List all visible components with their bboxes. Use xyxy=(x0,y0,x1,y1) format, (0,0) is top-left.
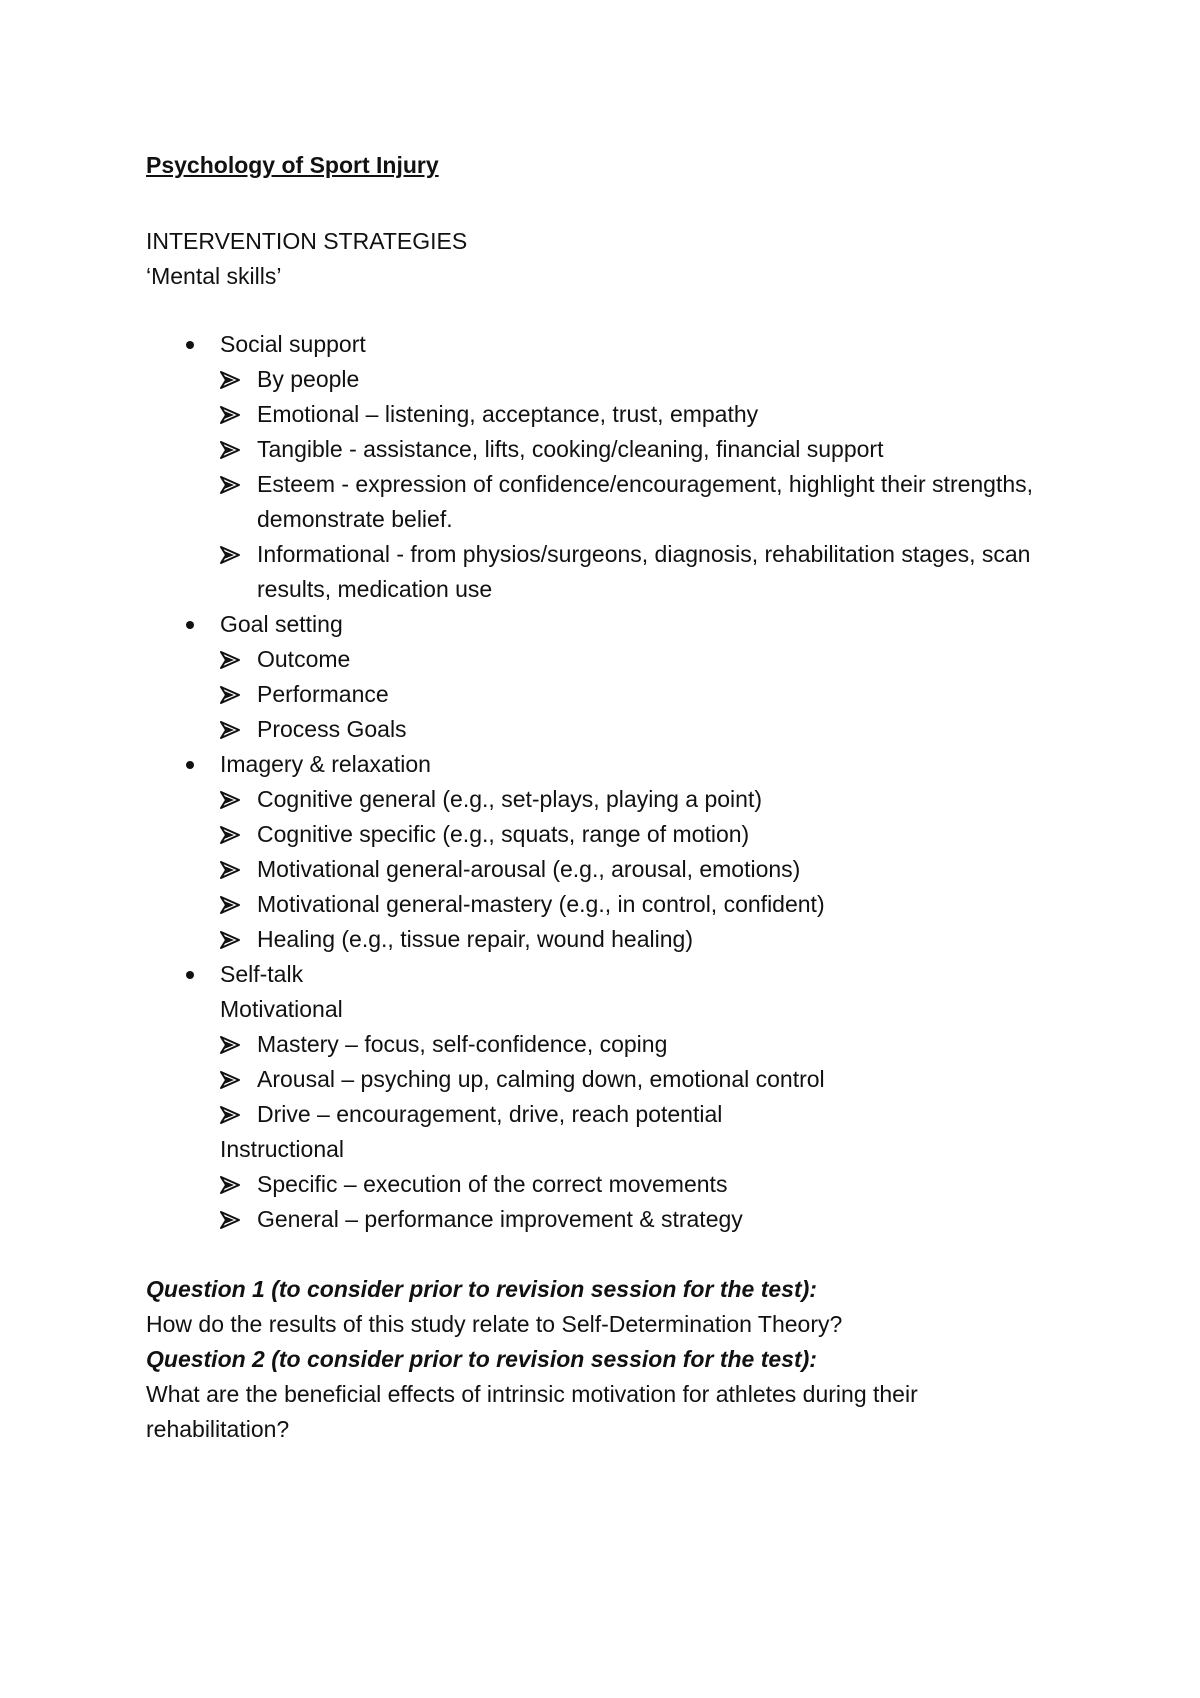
sub-item xyxy=(220,432,1066,467)
sub-item-text: Drive – encouragement, drive, reach potential xyxy=(257,1101,723,1127)
arrow-bullet-icon xyxy=(220,1071,240,1089)
arrow-bullet-icon xyxy=(220,476,240,494)
sub-item-text: Esteem - expression of confidence/encouragement, highlight their strengths, demonstrate belief. xyxy=(257,471,1034,532)
sub-item xyxy=(220,852,1066,887)
strategy-item-goal-setting xyxy=(146,607,1066,747)
sub-item-text: Emotional – listening, acceptance, trust, empathy xyxy=(257,401,759,427)
sub-item-text: Mastery – focus, self-confidence, coping xyxy=(257,1031,668,1057)
question-2-label: Question 2 (to consider prior to revision session for the test): xyxy=(146,1346,817,1372)
arrow-bullet-icon xyxy=(220,721,240,739)
sub-item-text: By people xyxy=(257,366,360,392)
document-title: Psychology of Sport Injury xyxy=(146,152,439,178)
sub-item xyxy=(220,1097,1066,1132)
arrow-bullet-icon xyxy=(220,1176,240,1194)
sub-item xyxy=(220,1167,1066,1202)
sub-item-text: Process Goals xyxy=(257,716,407,742)
sub-item-text: Informational - from physios/surgeons, diagnosis, rehabilitation stages, scan results, medication use xyxy=(257,541,1031,602)
sub-item xyxy=(220,922,1066,957)
sub-item xyxy=(220,887,1066,922)
arrow-bullet-icon xyxy=(220,826,240,844)
sub-item-text: General – performance improvement & strategy xyxy=(257,1206,743,1232)
strategy-list xyxy=(146,327,1066,1237)
arrow-bullet-icon xyxy=(220,1211,240,1229)
sub-item xyxy=(220,362,1066,397)
sub-item xyxy=(220,467,1066,537)
sub-item xyxy=(220,1062,1066,1097)
bullet-dot-icon xyxy=(186,761,194,769)
sub-list xyxy=(220,642,1066,747)
sub-list xyxy=(220,1027,1066,1132)
sub-item xyxy=(220,1202,1066,1237)
sub-list xyxy=(220,782,1066,957)
sub-item xyxy=(220,397,1066,432)
sub-item xyxy=(220,817,1066,852)
arrow-bullet-icon xyxy=(220,441,240,459)
strategy-label: Self-talk xyxy=(220,961,304,987)
arrow-bullet-icon xyxy=(220,546,240,564)
sub-item-text: Performance xyxy=(257,681,389,707)
sub-item-text: Specific – execution of the correct movements xyxy=(257,1171,728,1197)
question-1-label: Question 1 (to consider prior to revision session for the test): xyxy=(146,1276,817,1302)
bullet-dot-icon xyxy=(186,341,194,349)
strategy-item-imagery-relaxation xyxy=(146,747,1066,957)
bullet-dot-icon xyxy=(186,621,194,629)
strategy-item-self-talk xyxy=(146,957,1066,1237)
strategy-item-social-support xyxy=(146,327,1066,607)
group-label: Instructional xyxy=(220,1136,345,1162)
sub-item-text: Tangible - assistance, lifts, cooking/cleaning, financial support xyxy=(257,436,884,462)
strategy-label: Imagery & relaxation xyxy=(220,751,431,777)
document-content xyxy=(146,148,1066,1447)
sub-item xyxy=(220,642,1066,677)
section-heading: INTERVENTION STRATEGIES xyxy=(146,228,468,254)
arrow-bullet-icon xyxy=(220,371,240,389)
bullet-dot-icon xyxy=(186,971,194,979)
arrow-bullet-icon xyxy=(220,406,240,424)
sub-item xyxy=(220,712,1066,747)
arrow-bullet-icon xyxy=(220,931,240,949)
strategy-label: Social support xyxy=(220,331,366,357)
arrow-bullet-icon xyxy=(220,651,240,669)
arrow-bullet-icon xyxy=(220,1036,240,1054)
arrow-bullet-icon xyxy=(220,686,240,704)
sub-item-text: Arousal – psyching up, calming down, emotional control xyxy=(257,1066,825,1092)
section-subheading: ‘Mental skills’ xyxy=(146,263,282,289)
strategy-label: Goal setting xyxy=(220,611,343,637)
sub-item xyxy=(220,677,1066,712)
arrow-bullet-icon xyxy=(220,896,240,914)
arrow-bullet-icon xyxy=(220,1106,240,1124)
sub-item-text: Outcome xyxy=(257,646,351,672)
arrow-bullet-icon xyxy=(220,861,240,879)
sub-item-text: Healing (e.g., tissue repair, wound healing) xyxy=(257,926,693,952)
sub-item xyxy=(220,537,1066,607)
sub-list xyxy=(220,362,1066,607)
question-list xyxy=(146,1272,1066,1447)
sub-item-text: Cognitive specific (e.g., squats, range of motion) xyxy=(257,821,750,847)
sub-item-text: Motivational general-arousal (e.g., arousal, emotions) xyxy=(257,856,801,882)
sub-item xyxy=(220,782,1066,817)
sub-list xyxy=(220,1167,1066,1237)
arrow-bullet-icon xyxy=(220,791,240,809)
group-label: Motivational xyxy=(220,996,343,1022)
sub-item-text: Motivational general-mastery (e.g., in control, confident) xyxy=(257,891,825,917)
question-2-text: What are the beneficial effects of intrinsic motivation for athletes during their rehabilitation? xyxy=(146,1381,918,1442)
question-1-text: How do the results of this study relate to Self-Determination Theory? xyxy=(146,1311,843,1337)
sub-item-text: Cognitive general (e.g., set-plays, playing a point) xyxy=(257,786,763,812)
sub-item xyxy=(220,1027,1066,1062)
